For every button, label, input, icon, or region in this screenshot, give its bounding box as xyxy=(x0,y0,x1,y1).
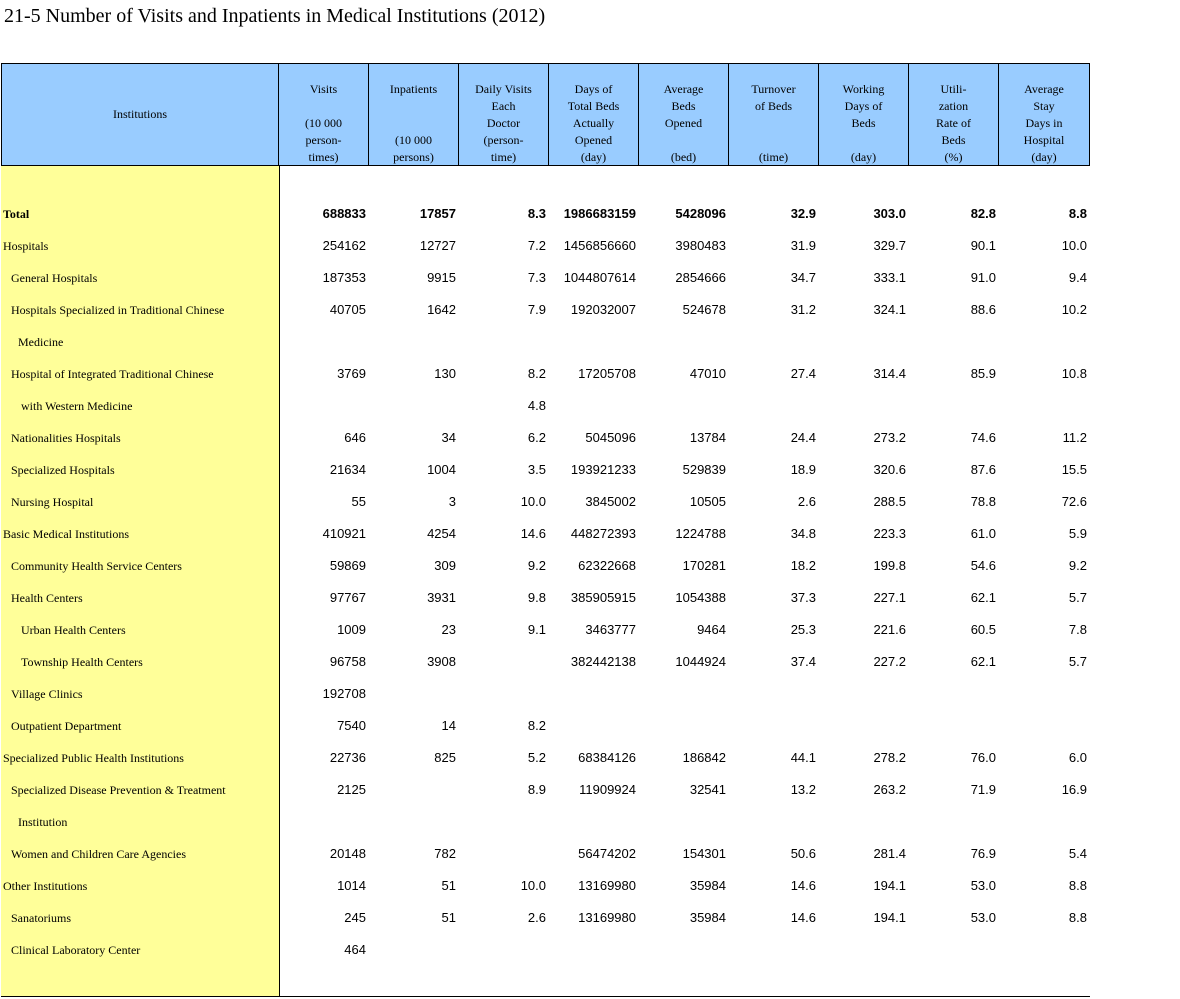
table-row xyxy=(1,582,1090,614)
table-row xyxy=(1,710,1090,742)
header-column-line: Inpatients xyxy=(389,82,438,96)
table-cell: 8.3 xyxy=(527,206,546,221)
table-cell: 87.6 xyxy=(970,462,996,477)
header-column-line: Each xyxy=(491,99,516,113)
data-table xyxy=(1,63,1090,998)
table-cell: 9.2 xyxy=(1068,558,1087,573)
table-row xyxy=(1,614,1090,646)
table-cell: 1456856660 xyxy=(563,238,636,253)
table-cell: 76.9 xyxy=(970,846,996,861)
table-cell: 14 xyxy=(441,718,456,733)
table-cell: 192032007 xyxy=(570,302,636,317)
header-column-line: Actually xyxy=(572,116,615,130)
table-cell: 9464 xyxy=(697,622,726,637)
table-row xyxy=(1,326,1090,358)
row-label: General Hospitals xyxy=(11,271,98,285)
table-cell: 10505 xyxy=(689,494,726,509)
header-column-line: Daily Visits xyxy=(475,82,532,96)
table-cell: 8.8 xyxy=(1068,878,1087,893)
table-cell: 12727 xyxy=(419,238,456,253)
table-cell: 646 xyxy=(344,430,366,445)
table-cell: 13169980 xyxy=(578,878,636,893)
header-column-line: Doctor xyxy=(486,116,521,130)
table-cell: 61.0 xyxy=(970,526,996,541)
table-cell: 62.1 xyxy=(970,590,996,605)
header-column-1 xyxy=(279,63,369,166)
table-cell: 18.9 xyxy=(790,462,816,477)
row-label: Urban Health Centers xyxy=(21,623,126,637)
table-cell: 7.2 xyxy=(527,238,546,253)
header-column-line: person- xyxy=(305,133,342,147)
table-cell: 10.0 xyxy=(1061,238,1087,253)
table-cell: 263.2 xyxy=(873,782,906,797)
header-column-line: Beds xyxy=(851,116,876,130)
table-cell: 37.4 xyxy=(790,654,816,669)
table-cell: 1986683159 xyxy=(563,206,636,221)
header-column-line: Average xyxy=(663,82,704,96)
table-row xyxy=(1,198,1090,230)
header-column-line: time) xyxy=(490,150,517,164)
table-cell: 9.4 xyxy=(1068,270,1087,285)
table-row xyxy=(1,742,1090,774)
row-label: Village Clinics xyxy=(11,687,83,701)
row-label: Hospital of Integrated Traditional Chinese xyxy=(11,367,214,381)
table-cell: 221.6 xyxy=(873,622,906,637)
table-row xyxy=(1,870,1090,902)
row-label: Nursing Hospital xyxy=(11,495,94,509)
table-cell: 1004 xyxy=(427,462,456,477)
table-cell: 10.8 xyxy=(1061,366,1087,381)
table-row xyxy=(1,550,1090,582)
table-cell: 5.9 xyxy=(1068,526,1087,541)
table-cell: 8.2 xyxy=(527,366,546,381)
table-row xyxy=(1,262,1090,294)
header-column-4 xyxy=(549,63,639,166)
table-cell: 524678 xyxy=(682,302,726,317)
table-cell: 9.8 xyxy=(527,590,546,605)
table-cell: 17205708 xyxy=(578,366,636,381)
table-cell: 1224788 xyxy=(675,526,726,541)
table-cell: 76.0 xyxy=(970,750,996,765)
table-cell: 5045096 xyxy=(585,430,636,445)
table-cell: 6.0 xyxy=(1068,750,1087,765)
table-cell: 130 xyxy=(434,366,456,381)
row-label: Women and Children Care Agencies xyxy=(11,847,186,861)
header-column-5 xyxy=(639,63,729,166)
page-title: 21-5 Number of Visits and Inpatients in Medical Institutions (2012) xyxy=(4,5,546,27)
row-label: Institution xyxy=(18,815,68,829)
table-cell: 13.2 xyxy=(790,782,816,797)
table-cell: 3980483 xyxy=(675,238,726,253)
table-cell: 8.8 xyxy=(1068,206,1087,221)
row-label: with Western Medicine xyxy=(21,399,133,413)
table-cell: 88.6 xyxy=(970,302,996,317)
header-column-line: Turnover xyxy=(751,82,796,96)
table-cell: 7540 xyxy=(337,718,366,733)
table-cell: 1009 xyxy=(337,622,366,637)
table-cell: 14.6 xyxy=(520,526,546,541)
table-row xyxy=(1,422,1090,454)
table-cell: 51 xyxy=(441,878,456,893)
table-cell: 170281 xyxy=(682,558,726,573)
table-cell: 688833 xyxy=(322,206,366,221)
table-cell: 85.9 xyxy=(970,366,996,381)
table-cell: 50.6 xyxy=(790,846,816,861)
table-cell: 97767 xyxy=(329,590,366,605)
table-row xyxy=(1,230,1090,262)
table-cell: 385905915 xyxy=(570,590,636,605)
table-cell: 2.6 xyxy=(797,494,816,509)
table-cell: 25.3 xyxy=(790,622,816,637)
table-cell: 13784 xyxy=(689,430,726,445)
table-cell: 309 xyxy=(434,558,456,573)
table-cell: 9.1 xyxy=(527,622,546,637)
row-label: Sanatoriums xyxy=(11,911,71,925)
row-label: Outpatient Department xyxy=(11,719,122,733)
table-cell: 278.2 xyxy=(873,750,906,765)
table-cell: 227.1 xyxy=(873,590,906,605)
table-cell: 35984 xyxy=(689,878,726,893)
row-label: Hospitals xyxy=(3,239,49,253)
table-cell: 60.5 xyxy=(970,622,996,637)
table-cell: 187353 xyxy=(322,270,366,285)
header-column-2 xyxy=(369,63,459,166)
table-cell: 14.6 xyxy=(790,910,816,925)
row-label: Specialized Disease Prevention & Treatment xyxy=(11,783,226,797)
table-cell: 78.8 xyxy=(970,494,996,509)
header-institutions-label: Institutions xyxy=(112,107,167,121)
header-column-line: (10 000 xyxy=(305,116,342,130)
table-cell: 16.9 xyxy=(1061,782,1087,797)
table-cell: 37.3 xyxy=(790,590,816,605)
row-label: Clinical Laboratory Center xyxy=(11,943,141,957)
table-cell: 5.4 xyxy=(1068,846,1087,861)
row-label: Total xyxy=(3,207,30,221)
table-cell: 32.9 xyxy=(790,206,816,221)
table-cell: 34 xyxy=(441,430,456,445)
table-cell: 9.2 xyxy=(527,558,546,573)
table-cell: 199.8 xyxy=(873,558,906,573)
table-cell: 194.1 xyxy=(873,878,906,893)
table-cell: 3463777 xyxy=(585,622,636,637)
row-label: Specialized Public Health Institutions xyxy=(3,751,184,765)
header-column-line: Average xyxy=(1024,82,1064,96)
table-cell: 825 xyxy=(434,750,456,765)
table-cell: 6.2 xyxy=(527,430,546,445)
table-cell: 32541 xyxy=(689,782,726,797)
table-cell: 8.9 xyxy=(527,782,546,797)
table-cell: 5.7 xyxy=(1068,654,1087,669)
row-label: Specialized Hospitals xyxy=(11,463,115,477)
table-row xyxy=(1,454,1090,486)
table-cell: 5.7 xyxy=(1068,590,1087,605)
table-row xyxy=(1,838,1090,870)
table-cell: 53.0 xyxy=(970,878,996,893)
header-institutions xyxy=(1,63,279,166)
table-cell: 21634 xyxy=(329,462,366,477)
table-cell: 1014 xyxy=(337,878,366,893)
header-column-line: Utili- xyxy=(940,82,967,96)
table-cell: 47010 xyxy=(689,366,726,381)
table-cell: 24.4 xyxy=(790,430,816,445)
table-cell: 82.8 xyxy=(970,206,996,221)
row-label: Other Institutions xyxy=(3,879,88,893)
table-cell: 5428096 xyxy=(675,206,726,221)
header-column-line: times) xyxy=(308,150,339,164)
row-label: Nationalities Hospitals xyxy=(11,431,121,445)
header-column-6 xyxy=(729,63,819,166)
table-cell: 1054388 xyxy=(675,590,726,605)
table-cell: 10.0 xyxy=(520,494,546,509)
header-column-line: Working xyxy=(842,82,885,96)
table-cell: 194.1 xyxy=(873,910,906,925)
table-cell: 303.0 xyxy=(873,206,906,221)
header-column-9 xyxy=(999,63,1090,166)
header-column-line: (day) xyxy=(1031,150,1057,164)
table-bottom-rule xyxy=(1,996,1090,997)
table-cell: 1044924 xyxy=(675,654,726,669)
table-cell: 62322668 xyxy=(578,558,636,573)
table-cell: 410921 xyxy=(322,526,366,541)
table-cell: 3931 xyxy=(427,590,456,605)
row-label: Medicine xyxy=(18,335,64,349)
table-cell: 186842 xyxy=(682,750,726,765)
table-row xyxy=(1,934,1090,966)
table-cell: 193921233 xyxy=(570,462,636,477)
table-cell: 59869 xyxy=(329,558,366,573)
header-column-3 xyxy=(459,63,549,166)
table-cell: 55 xyxy=(351,494,366,509)
table-cell: 11.2 xyxy=(1062,430,1087,445)
header-column-line: persons) xyxy=(393,150,434,164)
table-cell: 20148 xyxy=(329,846,366,861)
header-column-line: of Beds xyxy=(755,99,792,113)
table-cell: 273.2 xyxy=(873,430,906,445)
table-cell: 74.6 xyxy=(970,430,996,445)
table-cell: 31.2 xyxy=(790,302,816,317)
table-row xyxy=(1,390,1090,422)
table-cell: 34.8 xyxy=(790,526,816,541)
table-cell: 254162 xyxy=(322,238,366,253)
table-cell: 7.9 xyxy=(527,302,546,317)
header-column-line: Opened xyxy=(574,133,613,147)
table-cell: 71.9 xyxy=(970,782,996,797)
table-cell: 34.7 xyxy=(790,270,816,285)
table-cell: 2854666 xyxy=(675,270,726,285)
table-cell: 56474202 xyxy=(578,846,636,861)
table-cell: 22736 xyxy=(329,750,366,765)
table-cell: 3.5 xyxy=(527,462,546,477)
table-cell: 35984 xyxy=(689,910,726,925)
header-column-line: (day) xyxy=(580,150,607,164)
table-cell: 333.1 xyxy=(873,270,906,285)
table-cell: 15.5 xyxy=(1061,462,1087,477)
header-column-line: (time) xyxy=(758,150,789,164)
table-cell: 40705 xyxy=(329,302,366,317)
table-cell: 192708 xyxy=(322,686,366,701)
table-cell: 17857 xyxy=(419,206,456,221)
table-cell: 7.3 xyxy=(527,270,546,285)
table-cell: 13169980 xyxy=(578,910,636,925)
table-cell: 2.6 xyxy=(527,910,546,925)
header-column-line: Rate of xyxy=(936,116,971,130)
table-cell: 448272393 xyxy=(570,526,636,541)
table-cell: 324.1 xyxy=(873,302,906,317)
table-cell: 10.0 xyxy=(520,878,546,893)
table-cell: 382442138 xyxy=(570,654,636,669)
table-cell: 5.2 xyxy=(527,750,546,765)
table-row xyxy=(1,806,1090,838)
table-cell: 14.6 xyxy=(790,878,816,893)
table-cell: 281.4 xyxy=(873,846,906,861)
table-cell: 223.3 xyxy=(873,526,906,541)
table-cell: 1044807614 xyxy=(563,270,636,285)
table-cell: 3845002 xyxy=(585,494,636,509)
table-cell: 329.7 xyxy=(873,238,906,253)
header-column-line: Beds xyxy=(671,99,696,113)
table-cell: 464 xyxy=(344,942,366,957)
header-column-line: Opened xyxy=(664,116,703,130)
table-cell: 529839 xyxy=(682,462,726,477)
table-cell: 782 xyxy=(434,846,456,861)
table-cell: 288.5 xyxy=(873,494,906,509)
header-column-line: Visits xyxy=(309,82,338,96)
row-label: Hospitals Specialized in Traditional Chinese xyxy=(11,303,225,317)
table-cell: 11909924 xyxy=(579,782,636,797)
table-cell: 1642 xyxy=(427,302,456,317)
header-column-line: zation xyxy=(938,99,969,113)
table-cell: 44.1 xyxy=(790,750,816,765)
table-cell: 51 xyxy=(441,910,456,925)
row-label: Health Centers xyxy=(11,591,83,605)
table-cell: 8.2 xyxy=(527,718,546,733)
table-cell: 72.6 xyxy=(1061,494,1087,509)
header-column-line: (10 000 xyxy=(395,133,432,147)
header-column-line: (bed) xyxy=(670,150,697,164)
table-cell: 23 xyxy=(441,622,456,637)
header-column-line: Hospital xyxy=(1023,133,1065,147)
table-cell: 245 xyxy=(344,910,366,925)
table-cell: 3769 xyxy=(337,366,366,381)
header-column-line: Days of xyxy=(844,99,883,113)
table-cell: 8.8 xyxy=(1068,910,1087,925)
table-cell: 320.6 xyxy=(873,462,906,477)
table-cell: 3 xyxy=(448,494,456,509)
header-column-line: Beds xyxy=(941,133,966,147)
table-cell: 54.6 xyxy=(970,558,996,573)
table-cell: 4.8 xyxy=(527,398,546,413)
table-row xyxy=(1,486,1090,518)
table-cell: 227.2 xyxy=(873,654,906,669)
table-cell: 18.2 xyxy=(790,558,816,573)
header-column-8 xyxy=(909,63,999,166)
header-column-7 xyxy=(819,63,909,166)
table-cell: 9915 xyxy=(427,270,456,285)
table-row xyxy=(1,294,1090,326)
table-cell: 91.0 xyxy=(970,270,996,285)
row-label: Township Health Centers xyxy=(21,655,143,669)
header-column-line: (%) xyxy=(944,150,963,164)
table-cell: 53.0 xyxy=(970,910,996,925)
header-column-line: (day) xyxy=(850,150,877,164)
table-cell: 154301 xyxy=(682,846,726,861)
table-cell: 10.2 xyxy=(1061,302,1087,317)
table-cell: 27.4 xyxy=(790,366,816,381)
table-cell: 62.1 xyxy=(970,654,996,669)
table-cell: 96758 xyxy=(329,654,366,669)
header-column-line: Days of xyxy=(574,82,613,96)
table-cell: 4254 xyxy=(427,526,456,541)
header-column-line: (person- xyxy=(483,133,524,147)
table-row xyxy=(1,678,1090,710)
header-column-line: Stay xyxy=(1033,99,1055,113)
table-cell: 68384126 xyxy=(578,750,636,765)
header-column-line: Total Beds xyxy=(567,99,620,113)
table-cell: 7.8 xyxy=(1068,622,1087,637)
table-row xyxy=(1,902,1090,934)
row-label: Basic Medical Institutions xyxy=(3,527,129,541)
table-cell: 314.4 xyxy=(873,366,906,381)
row-label: Community Health Service Centers xyxy=(11,559,182,573)
table-cell: 2125 xyxy=(337,782,366,797)
table-row xyxy=(1,518,1090,550)
table-row xyxy=(1,358,1090,390)
table-row xyxy=(1,774,1090,806)
table-cell: 31.9 xyxy=(790,238,816,253)
table-cell: 90.1 xyxy=(970,238,996,253)
table-cell: 3908 xyxy=(427,654,456,669)
header-column-line: Days in xyxy=(1025,116,1063,130)
table-row xyxy=(1,646,1090,678)
